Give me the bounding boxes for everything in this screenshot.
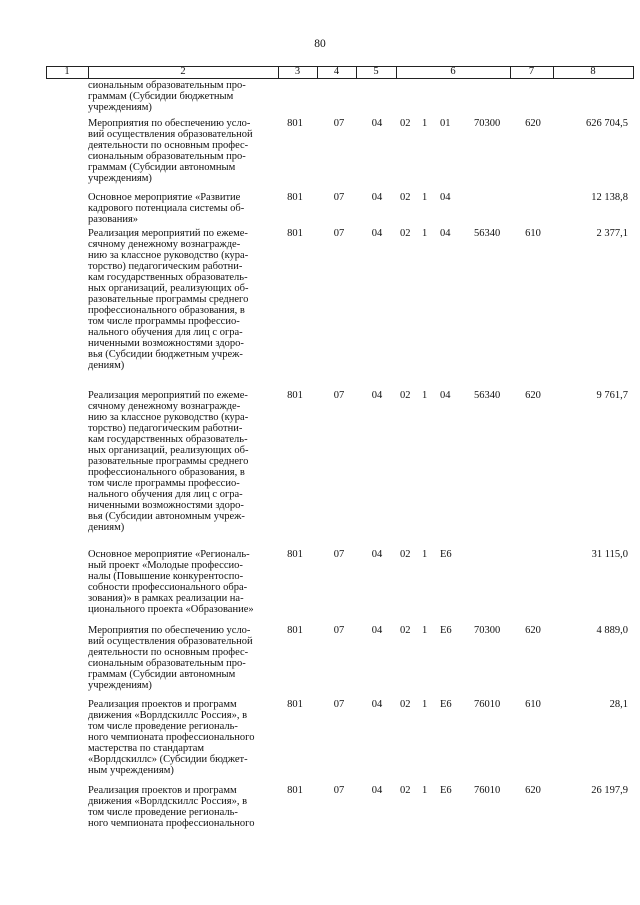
row-subsection: 04 xyxy=(371,549,383,560)
page-number: 80 xyxy=(314,38,326,50)
row-direction: 76010 xyxy=(474,785,501,796)
row-amount: 626 704,5 xyxy=(586,118,628,129)
header-col-2: 2 xyxy=(180,66,186,77)
row-code: 801 xyxy=(287,390,303,401)
row-expense-type: 620 xyxy=(525,390,541,401)
row-section: 07 xyxy=(333,118,345,129)
row-event: 04 xyxy=(440,192,451,203)
row-subsection: 04 xyxy=(371,785,383,796)
row-section: 07 xyxy=(333,699,345,710)
row-event: Е6 xyxy=(440,785,452,796)
header-col-3: 3 xyxy=(294,66,301,77)
header-bottom-rule xyxy=(46,78,634,79)
row-subsection: 04 xyxy=(371,118,383,129)
row-expense-type: 620 xyxy=(525,625,541,636)
row-subprogram: 1 xyxy=(422,228,428,239)
row-amount: 31 115,0 xyxy=(591,549,628,560)
row-program: 02 xyxy=(400,192,411,203)
row-name: Реализация проектов и программ движения «Ворлдскиллс Россия», в том числе проведение региональ- ного чемпионата профессионального мастерства по стандартам «Ворлдскиллс» (Субсидии бюджет- ным учреждениям) xyxy=(88,699,255,776)
row-direction: 56340 xyxy=(474,390,501,401)
row-code: 801 xyxy=(287,228,303,239)
row-code: 801 xyxy=(287,118,303,129)
row-name: Реализация проектов и программ движения «Ворлдскиллс Россия», в том числе проведение региональ- ного чемпионата профессионального xyxy=(88,785,255,829)
row-amount: 28,1 xyxy=(609,699,628,710)
row-direction: 70300 xyxy=(474,625,501,636)
row-name: Мероприятия по обеспечению усло- вий осуществления образовательной деятельности по основным профес- сиональным образовательным про- граммам (Субсидии автономным учреждениям) xyxy=(88,118,253,184)
row-section: 07 xyxy=(333,549,345,560)
row-program: 02 xyxy=(400,699,411,710)
row-event: 04 xyxy=(440,390,451,401)
header-col-5: 5 xyxy=(373,66,379,77)
row-subprogram: 1 xyxy=(422,699,428,710)
row-amount: 4 889,0 xyxy=(596,625,628,636)
row-expense-type: 620 xyxy=(525,785,541,796)
header-col-6: 6 xyxy=(450,66,456,77)
row-code: 801 xyxy=(287,785,303,796)
row-section: 07 xyxy=(333,625,345,636)
row-event: Е6 xyxy=(440,625,452,636)
row-subprogram: 1 xyxy=(422,625,428,636)
row-event: 01 xyxy=(440,118,451,129)
row-subsection: 04 xyxy=(371,192,383,203)
row-subsection: 04 xyxy=(371,390,383,401)
row-name: Реализация мероприятий по ежеме- сячному денежному вознагражде- нию за классное руководство (кура- торство) педагогическим работни- кам государственных образователь- ных организаций, реализующих об- разовательные программы среднего профессионального образования, в том числе программы профессио- нального обучения для лиц с огра- ниченными возможностями здоро- вья (Субсидии автономным учреж- дениям) xyxy=(88,390,249,533)
row-amount: 26 197,9 xyxy=(591,785,628,796)
row-subprogram: 1 xyxy=(422,390,428,401)
row-name: Основное мероприятие «Развитие кадрового потенциала системы об- разования» xyxy=(88,192,245,225)
header-col-1: 1 xyxy=(64,66,70,77)
row-program: 02 xyxy=(400,625,411,636)
row-direction: 70300 xyxy=(474,118,501,129)
row-expense-type: 610 xyxy=(525,699,541,710)
header-col-7: 7 xyxy=(528,66,535,77)
row-amount: 2 377,1 xyxy=(596,228,628,239)
row-section: 07 xyxy=(333,228,345,239)
row-amount: 9 761,7 xyxy=(596,390,628,401)
row-subsection: 04 xyxy=(371,228,383,239)
row-subprogram: 1 xyxy=(422,549,428,560)
row-subprogram: 1 xyxy=(422,785,428,796)
row-expense-type: 610 xyxy=(525,228,541,239)
row-direction: 76010 xyxy=(474,699,501,710)
row-expense-type: 620 xyxy=(525,118,541,129)
row-code: 801 xyxy=(287,625,303,636)
row-program: 02 xyxy=(400,390,411,401)
row-program: 02 xyxy=(400,228,411,239)
row-event: Е6 xyxy=(440,699,452,710)
row-code: 801 xyxy=(287,699,303,710)
row-event: 04 xyxy=(440,228,451,239)
row-name: сиональным образовательным про- граммам (Субсидии бюджетным учреждениям) xyxy=(88,80,246,113)
row-section: 07 xyxy=(333,785,345,796)
row-subsection: 04 xyxy=(371,625,383,636)
row-subsection: 04 xyxy=(371,699,383,710)
row-section: 07 xyxy=(333,192,345,203)
row-amount: 12 138,8 xyxy=(591,192,628,203)
row-section: 07 xyxy=(333,390,345,401)
header-col-4: 4 xyxy=(333,66,340,77)
row-program: 02 xyxy=(400,118,411,129)
row-subprogram: 1 xyxy=(422,192,428,203)
row-code: 801 xyxy=(287,192,303,203)
row-subprogram: 1 xyxy=(422,118,428,129)
header-divider xyxy=(633,66,634,78)
row-name: Основное мероприятие «Региональ- ный проект «Молодые профессио- налы (Повышение конкурентоспо- собности профессионального обра- зования)» в рамках реализации на- ционального проекта «Образование» xyxy=(88,549,254,615)
row-name: Реализация мероприятий по ежеме- сячному денежному вознагражде- нию за классное руководство (кура- торство) педагогическим работни- кам государственных образователь- ных организаций, реализующих об- разовательные программы среднего профессионального образования, в том числе программы профессио- нального обучения для лиц с огра- ниченными возможностями здоро- вья (Субсидии бюджетным учреж- дениям) xyxy=(88,228,249,371)
row-program: 02 xyxy=(400,785,411,796)
row-program: 02 xyxy=(400,549,411,560)
row-name: Мероприятия по обеспечению усло- вий осуществления образовательной деятельности по основным профес- сиональным образовательным про- граммам (Субсидии автономным учреждениям) xyxy=(88,625,253,691)
row-direction: 56340 xyxy=(474,228,501,239)
header-col-8: 8 xyxy=(590,66,596,77)
row-event: Е6 xyxy=(440,549,452,560)
row-code: 801 xyxy=(287,549,303,560)
